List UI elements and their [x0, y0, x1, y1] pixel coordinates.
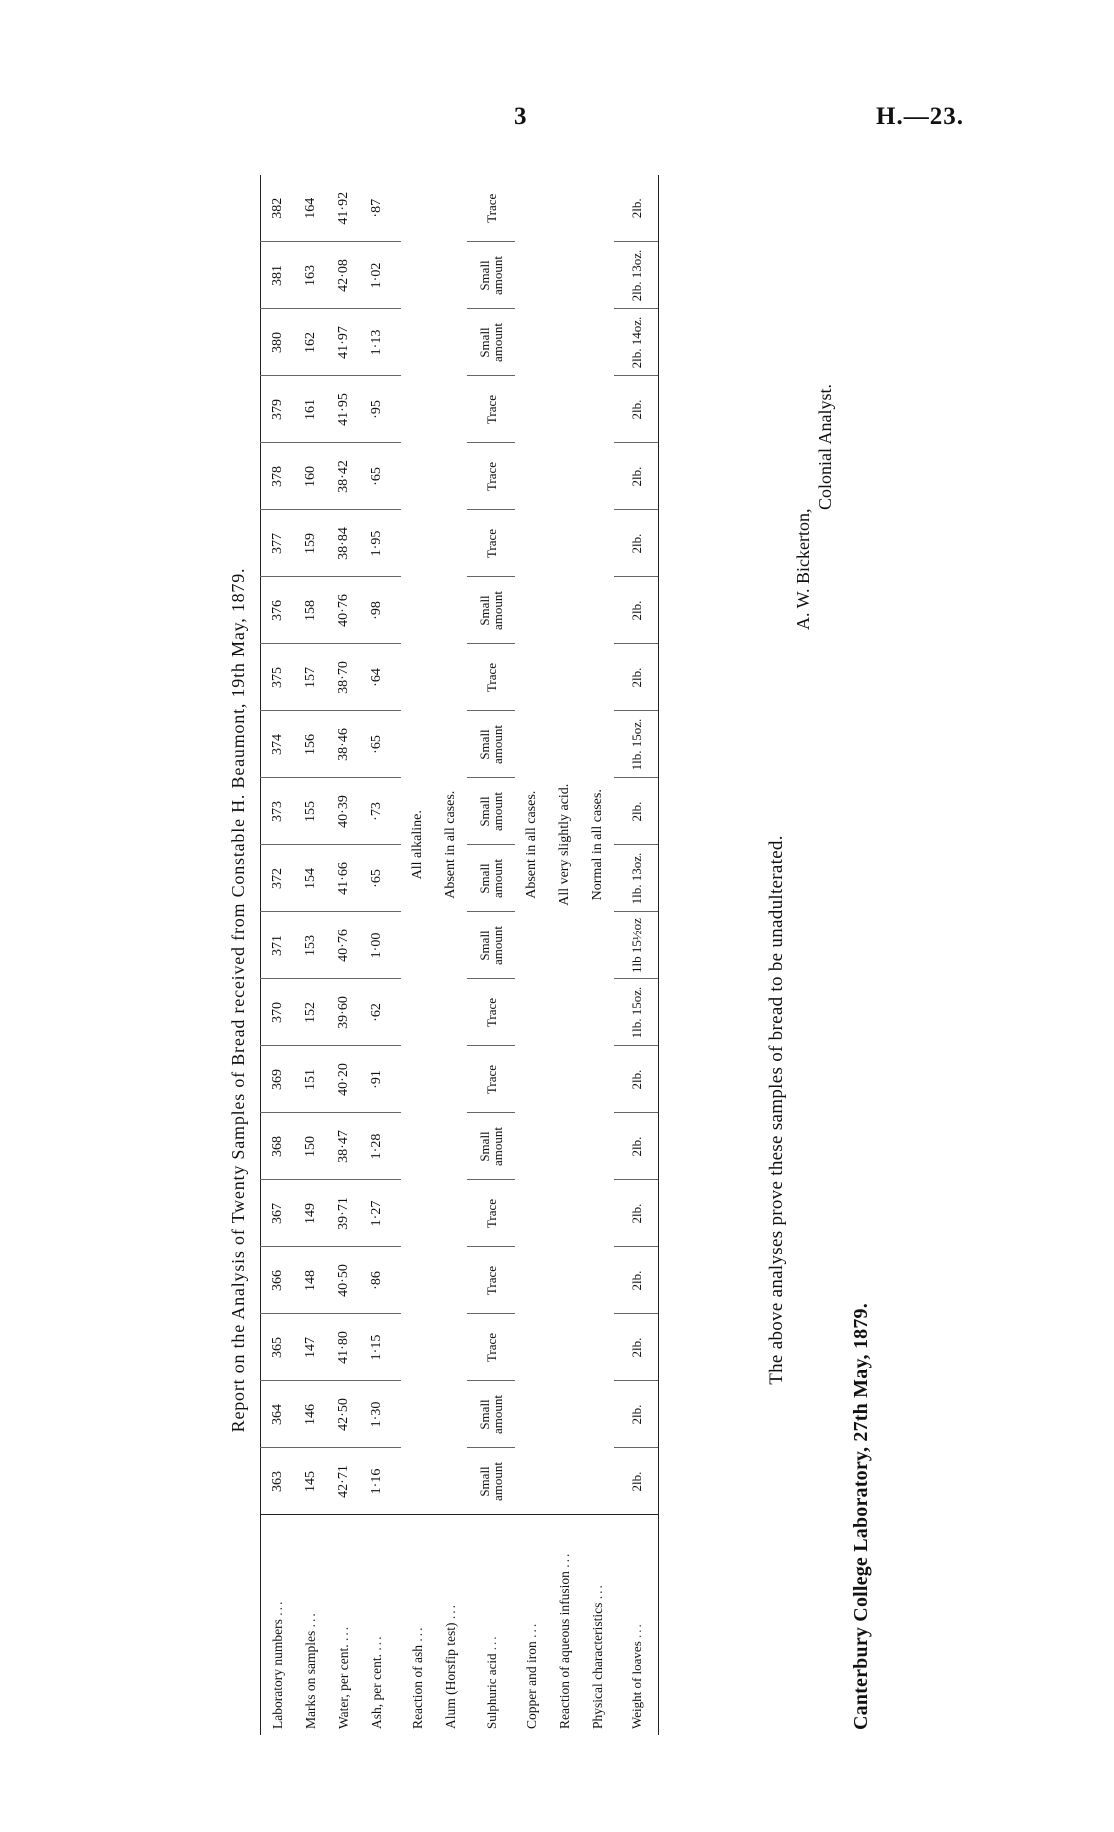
row-label [327, 1515, 360, 1735]
conclusion-text: The above analyses prove these samples of bread to be unadulterated. [766, 835, 787, 1385]
table-row [614, 175, 659, 1735]
row-label-text: Alum (Horsfip test) [443, 1622, 458, 1729]
row-label-text: Reaction of ash [410, 1645, 425, 1729]
leader-dots: ... [270, 1599, 285, 1616]
table-cell: 2lb. [614, 175, 659, 242]
table-cell: Small amount [467, 242, 515, 309]
table-cell: 1·15 [360, 1314, 401, 1381]
table-cell: 2lb. [614, 443, 659, 510]
table-cell: Small amount [467, 778, 515, 845]
table-cell: 378 [261, 443, 295, 510]
table-cell: 377 [261, 510, 295, 577]
table-cell: ·91 [360, 1046, 401, 1113]
table-cell: 42·08 [327, 242, 360, 309]
table-cell: 1·00 [360, 912, 401, 979]
table-cell: 2lb. 14oz. [614, 309, 659, 376]
table-cell: 159 [294, 510, 327, 577]
table-cell: 38·47 [327, 1113, 360, 1180]
table-cell: 160 [294, 443, 327, 510]
table-row [261, 175, 295, 1735]
merged-result-cell: Absent in all cases. [524, 790, 539, 899]
row-label [581, 1515, 614, 1735]
table-cell: 1·27 [360, 1180, 401, 1247]
table-cell: 2lb. [614, 1180, 659, 1247]
leader-dots: ... [410, 1625, 425, 1642]
table-cell: Small amount [467, 1113, 515, 1180]
leader-dots: ... [483, 1634, 499, 1651]
table-cell: Trace [467, 1314, 515, 1381]
table-cell: 2lb. [614, 644, 659, 711]
table-cell: 1lb 15½oz [614, 912, 659, 979]
table-cell: 42·50 [327, 1381, 360, 1448]
table-cell: 2lb. [614, 1448, 659, 1515]
table-cell: Small amount [467, 912, 515, 979]
table-cell: 370 [261, 979, 295, 1046]
table-cell: 2lb. [614, 1314, 659, 1381]
table-row [294, 175, 327, 1735]
table-cell: 38·42 [327, 443, 360, 510]
table-cell: 375 [261, 644, 295, 711]
table-cell: 150 [294, 1113, 327, 1180]
table-cell: 39·71 [327, 1180, 360, 1247]
table-cell: 40·76 [327, 912, 360, 979]
table-cell: 40·50 [327, 1247, 360, 1314]
row-label [401, 1515, 434, 1735]
table-cell: Trace [467, 1180, 515, 1247]
table-cell: ·87 [369, 198, 384, 218]
table-cell: 1·28 [360, 1113, 401, 1180]
table-cell: 154 [294, 845, 327, 912]
table-cell: 42·71 [327, 1448, 360, 1515]
table-cell: 152 [294, 979, 327, 1046]
table-cell: 366 [261, 1247, 295, 1314]
table-cell: Small amount [467, 711, 515, 778]
leader-dots: ... [369, 1634, 384, 1651]
leader-dots: ... [524, 1621, 539, 1638]
row-label-text: Reaction of aqueous infusion [557, 1571, 572, 1729]
row-label [294, 1515, 327, 1735]
row-label [261, 1515, 295, 1735]
row-label-text: Marks on samples [303, 1630, 318, 1729]
table-cell: Trace [467, 1046, 515, 1113]
table-body [261, 175, 659, 1735]
signature-name: A. W. Bickerton, [793, 508, 813, 630]
table-row [515, 175, 548, 1735]
leader-dots: ... [443, 1603, 458, 1620]
table-cell: 41·66 [327, 845, 360, 912]
table-cell: ·95 [360, 376, 401, 443]
rotated-report-sheet [50, 170, 930, 1790]
table-cell: 1·02 [360, 242, 401, 309]
report-title: Report on the Analysis of Twenty Samples of Bread received from Constable H. Beaumont, 19th May, 1879. [228, 567, 248, 1433]
table-cell: 145 [294, 1448, 327, 1515]
table-cell: 1·16 [360, 1448, 401, 1515]
document-code: H.—23. [876, 103, 964, 130]
table-cell: 41·80 [327, 1314, 360, 1381]
table-cell: 158 [294, 577, 327, 644]
table-cell: 161 [294, 376, 327, 443]
leader-dots: ... [628, 1622, 644, 1638]
table-cell: ·98 [360, 577, 401, 644]
table-row [327, 175, 360, 1735]
table-cell: 157 [294, 644, 327, 711]
table-cell: Small amount [467, 845, 515, 912]
table-cell: 1lb. 13oz. [614, 845, 659, 912]
row-label [515, 1515, 548, 1735]
table-cell: 1lb. 15oz. [614, 711, 659, 778]
table-cell: Trace [467, 644, 515, 711]
table-cell: ·65 [360, 711, 401, 778]
table-cell: ·65 [360, 443, 401, 510]
table-cell: 369 [261, 1046, 295, 1113]
table-cell: 40·39 [327, 778, 360, 845]
table-cell: 372 [261, 845, 295, 912]
leader-dots: ... [303, 1611, 318, 1628]
table-row [581, 175, 614, 1735]
table-cell: 151 [294, 1046, 327, 1113]
merged-result-cell: Normal in all cases. [590, 789, 605, 901]
table-cell: 2lb. [614, 510, 659, 577]
table-cell: 2lb. [614, 376, 659, 443]
table-cell: ·73 [360, 778, 401, 845]
table-cell: 364 [261, 1381, 295, 1448]
table-cell: 376 [261, 577, 295, 644]
table-row [548, 175, 581, 1735]
leader-dots: ... [557, 1551, 572, 1568]
table-cell: 2lb. 13oz. [614, 242, 659, 309]
signature-block [792, 270, 836, 630]
table-cell: Small amount [467, 1448, 515, 1515]
row-label [434, 1515, 467, 1735]
table-cell: 380 [261, 309, 295, 376]
page-number: 3 [514, 103, 527, 130]
row-label [467, 1515, 515, 1735]
table-row [467, 175, 515, 1735]
table-row [434, 175, 467, 1735]
table-cell: 164 [303, 197, 318, 219]
table-cell: 149 [294, 1180, 327, 1247]
table-cell: 2lb. [614, 778, 659, 845]
table-cell: Trace [467, 376, 515, 443]
row-label [548, 1515, 581, 1735]
row-label-text: Water, per cent. [336, 1644, 351, 1729]
table-cell: 38·84 [327, 510, 360, 577]
table-cell: 1lb. 15oz. [614, 979, 659, 1046]
leader-dots: ... [590, 1583, 605, 1600]
table-cell: Trace [467, 510, 515, 577]
table-cell: Small amount [467, 577, 515, 644]
row-label-text: Sulphuric acid [483, 1653, 499, 1729]
table-cell: 382 [261, 175, 295, 242]
table-cell: 147 [294, 1314, 327, 1381]
table-cell: 371 [261, 912, 295, 979]
table-cell: 363 [261, 1448, 295, 1515]
leader-dots: ... [336, 1624, 351, 1642]
analysis-table [260, 175, 659, 1735]
table-row [401, 175, 434, 1735]
table-cell: Small amount [467, 309, 515, 376]
table-cell: 38·70 [327, 644, 360, 711]
table-cell: Trace [467, 1247, 515, 1314]
table-cell: 39·60 [327, 979, 360, 1046]
table-cell: Small amount [467, 1381, 515, 1448]
table-cell: 40·20 [327, 1046, 360, 1113]
table-cell: 373 [261, 778, 295, 845]
table-cell: 41·95 [327, 376, 360, 443]
table-cell: 41·92 [336, 191, 351, 225]
row-label-text: Ash, per cent. [369, 1654, 384, 1729]
table-cell: 2lb. [614, 1046, 659, 1113]
table-cell: Trace [483, 193, 499, 223]
merged-result-cell: All very slightly acid. [557, 783, 572, 906]
table-cell: 1·95 [360, 510, 401, 577]
table-cell: 40·76 [327, 577, 360, 644]
table-cell: 374 [261, 711, 295, 778]
table-cell: ·86 [360, 1247, 401, 1314]
table-cell: 381 [261, 242, 295, 309]
table-row [360, 175, 401, 1735]
merged-result-cell: Absent in all cases. [443, 790, 458, 899]
table-cell: 365 [261, 1314, 295, 1381]
table-cell: Trace [467, 443, 515, 510]
table-cell: 1·30 [360, 1381, 401, 1448]
table-cell: 148 [294, 1247, 327, 1314]
row-label-text: Physical characteristics [590, 1602, 605, 1729]
signature-title: Colonial Analyst. [815, 384, 835, 510]
table-cell: 146 [294, 1381, 327, 1448]
row-label-text: Weight of loaves [628, 1641, 644, 1729]
table-cell: 367 [261, 1180, 295, 1247]
table-cell: ·62 [360, 979, 401, 1046]
table-cell: 368 [261, 1113, 295, 1180]
table-cell: ·65 [360, 845, 401, 912]
table-cell: 2lb. [614, 1247, 659, 1314]
row-label [614, 1515, 659, 1735]
table-cell: 155 [294, 778, 327, 845]
table-cell: 379 [261, 376, 295, 443]
row-label-text: Copper and iron [524, 1641, 539, 1729]
table-cell: 41·97 [327, 309, 360, 376]
laboratory-date-line: Canterbury College Laboratory, 27th May, 1879. [850, 1303, 872, 1730]
merged-result-cell: All alkaline. [410, 810, 425, 880]
row-label [360, 1515, 401, 1735]
table-cell: 2lb. [614, 577, 659, 644]
table-cell: 38·46 [327, 711, 360, 778]
table-cell: 2lb. [614, 1381, 659, 1448]
table-cell: ·64 [360, 644, 401, 711]
row-label-text: Laboratory numbers [270, 1619, 285, 1729]
table-cell: 153 [294, 912, 327, 979]
table-cell: Trace [467, 979, 515, 1046]
table-cell: 156 [294, 711, 327, 778]
table-cell: 163 [294, 242, 327, 309]
table-cell: 2lb. [614, 1113, 659, 1180]
table-cell: 1·13 [360, 309, 401, 376]
table-cell: 162 [294, 309, 327, 376]
